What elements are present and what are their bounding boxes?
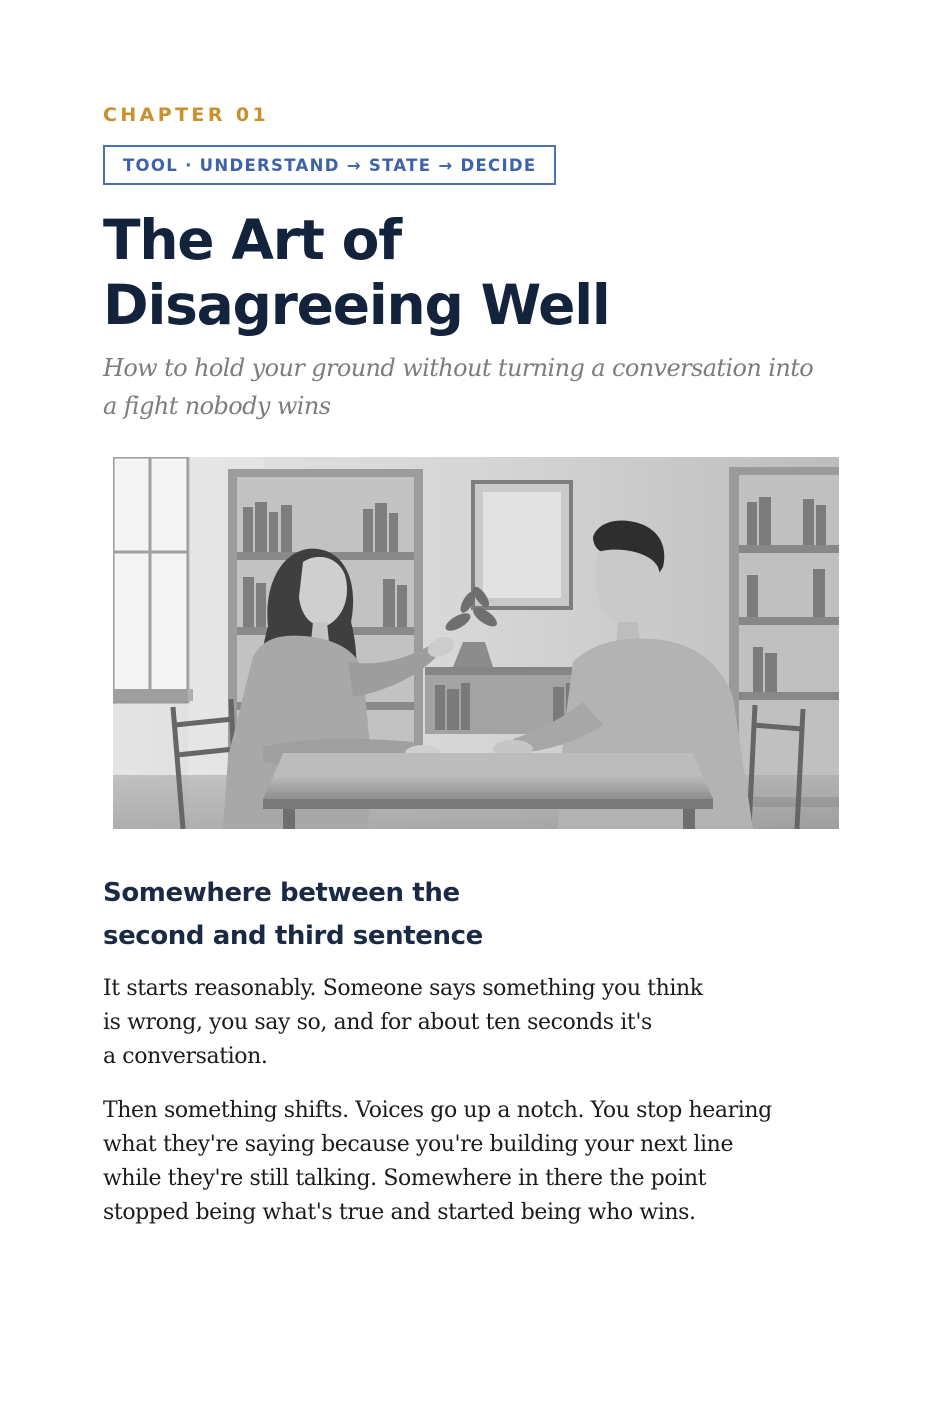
- subtitle-line: a fight nobody wins: [103, 392, 331, 420]
- paragraph-line: is wrong, you say so, and for about ten seconds it's: [103, 1010, 652, 1035]
- chapter-title: [103, 208, 848, 338]
- section-heading: [103, 872, 483, 958]
- body-paragraph: [103, 972, 703, 1074]
- subtitle-line: How to hold your ground without turning a conversation into: [103, 354, 814, 382]
- chapter-eyebrow: CHAPTER 01: [103, 104, 270, 126]
- tool-tag: TOOL · UNDERSTAND → STATE → DECIDE: [103, 145, 556, 185]
- paragraph-line: Then something shifts. Voices go up a notch. You stop hearing: [103, 1098, 772, 1123]
- chapter-title-line: Disagreeing Well: [103, 273, 610, 337]
- chapter-subtitle: [103, 349, 863, 425]
- chapter-title-line: The Art of: [103, 208, 401, 272]
- section-heading-line: second and third sentence: [103, 921, 483, 951]
- paragraph-line: what they're saying because you're building your next line: [103, 1132, 734, 1157]
- section-heading-line: Somewhere between the: [103, 878, 460, 908]
- paragraph-line: while they're still talking. Somewhere in there the point: [103, 1166, 707, 1191]
- two-people-talking-illustration: [113, 457, 839, 829]
- body-paragraph: [103, 1094, 772, 1230]
- paragraph-line: It starts reasonably. Someone says something you think: [103, 976, 703, 1001]
- paragraph-line: stopped being what's true and started being who wins.: [103, 1200, 696, 1225]
- paragraph-line: a conversation.: [103, 1044, 268, 1069]
